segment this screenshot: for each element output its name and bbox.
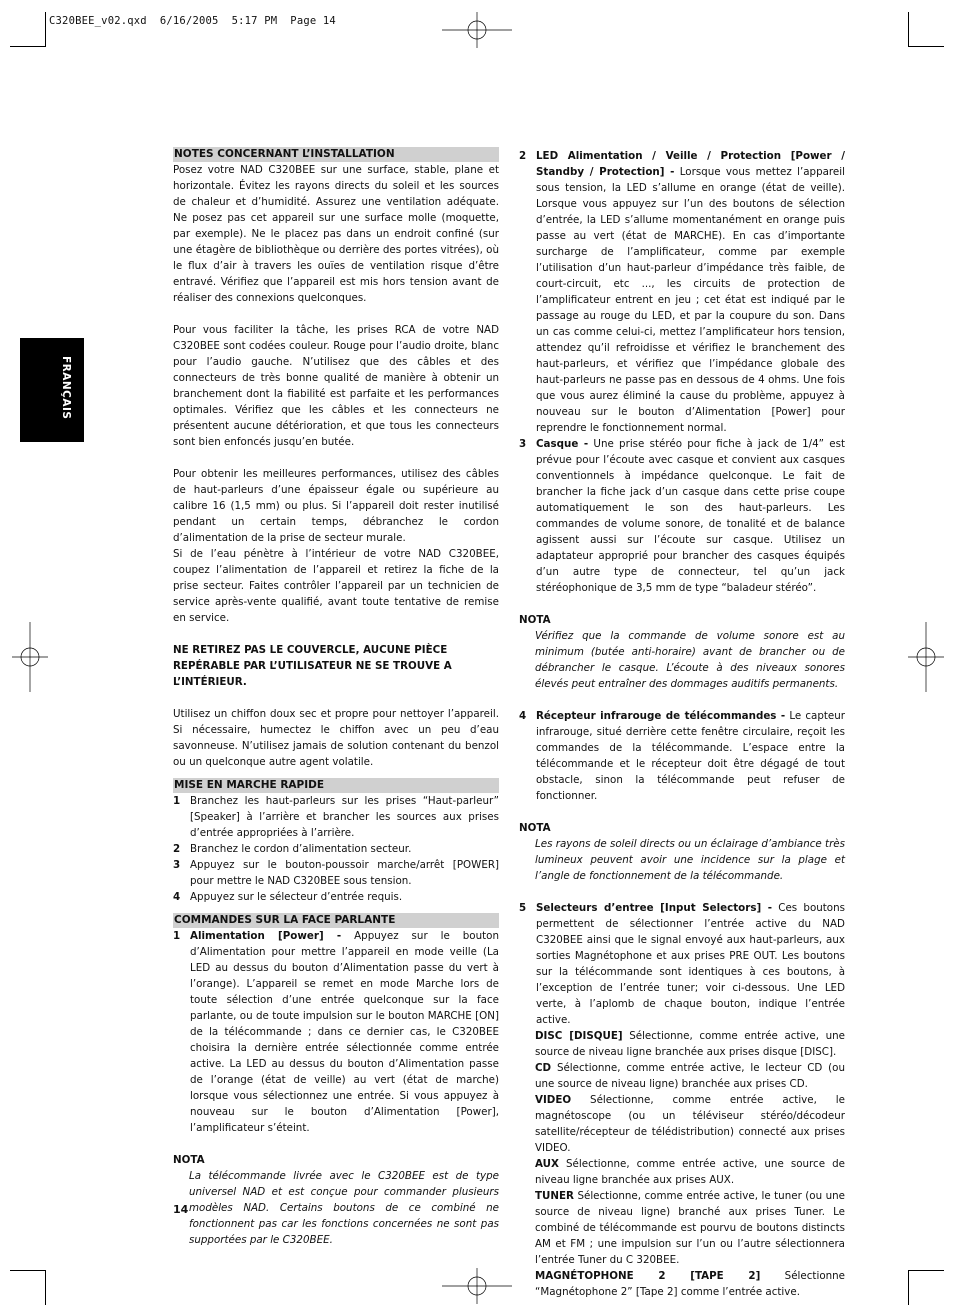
language-tab-label: FRANÇAIS — [60, 356, 72, 420]
crop-mark — [908, 12, 909, 47]
note-text: Vérifiez que la commande de volume sonore est au minimum (butée anti-horaire) avant de brancher ou de débrancher le casque. L’écoute à des niveaux sonores élevés peut entraîner des dommages auditifs permanents. — [535, 630, 845, 690]
right-column — [519, 148, 845, 1300]
section-heading-installation: NOTES CONCERNANT L’INSTALLATION — [173, 147, 499, 162]
section-heading-front-panel: COMMANDES SUR LA FACE PARLANTE — [173, 913, 499, 928]
language-tab — [20, 338, 84, 442]
list-item: 4 Appuyez sur le sélecteur d’entrée requis. — [173, 891, 403, 903]
list-item: 3 Casque - Une prise stéréo pour fiche à jack de 1/4” est prévue pour l’écoute avec casque et convient aux casques conventionnels à impédance quelconque. Le fait de brancher la fiche jack d’un casque dans cette prise coupe automatiquement le son des haut-parleurs. Les commandes de volume sonore, de tonalité et de balance agissent aussi sur l’écoute sur casque. Utilisez un adaptateur approprié pour brancher des casques équipés d’un autre type de connecteur, tel qu’un jack stéréophonique de 3,5 mm de type “baladeur stéréo”. — [519, 438, 845, 594]
selector-item: TUNER Sélectionne, comme entrée active, le tuner (ou une source de niveau ligne) branché aux prises Tuner. Le combiné de télécommande est pourvu de boutons distincts AM et FM ; une impulsion sur l’un ou l’autre sélectionnera l’entrée Tuner du C 320BEE. — [535, 1190, 845, 1266]
warning-text: NE RETIREZ PAS LE COUVERCLE, AUCUNE PIÈCE REPÉRABLE PAR L’UTILISATEUR NE SE TROUVE A L’INTÉRIEUR. — [173, 644, 452, 688]
file-slug: C320BEE_v02.qxd 6/16/2005 5:17 PM Page 14 — [49, 15, 336, 27]
list-item: 2 LED Alimentation / Veille / Protection [Power / Standby / Protection] - Lorsque vous mettez l’appareil sous tension, la LED s’allume en orange (état de veille). Lorsque vous appuyez sur l’un des boutons de sélection d’entrée, la LED s’allume momentanément en orange puis passe au vert (état de MARCHE). En cas d’importante surcharge de l’amplificateur, comme par exemple l’utilisation d’un haut-parleur d’impédance très faible, de court-circuit, etc ..., les circuits de protection de l’amplificateur entrent en jeu ; cet état est indiqué par le passage au rouge du LED, et par la coupure du son. Dans un cas comme celui-ci, mettez l’amplificateur hors tension, attendez qu’il refroidisse et vérifiez le branchement des haut-parleurs, et vérifiez que l’impédance globale des haut-parleurs ne passe pas en dessous de 4 ohms. Une fois que vous aurez éliminé la cause du problème, appuyez à nouveau sur le bouton d’Alimentation [Power] pour reprendre le fonctionnement normal. — [519, 150, 845, 434]
page-number: 14 — [173, 1203, 189, 1216]
registration-mark-icon — [908, 622, 944, 692]
list-item: 1 Branchez les haut-parleurs sur les prises “Haut-parleur” [Speaker] à l’arrière et brancher les sources aux prises d’entrée appropriées à l’arrière. — [173, 795, 499, 839]
note-heading: NOTA — [519, 822, 551, 834]
paragraph: Si de l’eau pénètre à l’intérieur de votre NAD C320BEE, coupez l’alimentation de l’appareil et retirez la fiche de la prise secteur. Faites contrôler l’appareil par un technicien de service après-vente qualifié, avant toute tentative de remise en service. — [173, 548, 499, 624]
crop-mark — [10, 1270, 46, 1271]
selector-item: DISC [DISQUE] Sélectionne, comme entrée active, une source de niveau ligne branchée aux prises disque [DISC]. — [535, 1030, 846, 1058]
paragraph: Posez votre NAD C320BEE sur une surface, stable, plane et horizontale. Évitez les rayons directs du soleil et les sources de chaleur et d’humidité. Assurez une ventilation adéquate. Ne posez pas cet appareil sur une surface molle (moquette, par exemple). Ne le placez pas dans un endroit confiné (sur une étagère de bibliothèque ou derrière des portes vitrées), où le flux d’air à travers les ouïes de ventilation risque d’être entravé. Vérifiez que l’appareil est mis hors tension avant de réaliser des connexions quelconques. — [173, 164, 499, 304]
note-text: La télécommande livrée avec le C320BEE est de type universel NAD et est conçue pour commander plusieurs modèles NAD. Certains boutons de ce combiné ne fonctionnent pas car les fonctions concernées ne sont pas supportées par le C320BEE. — [189, 1170, 499, 1246]
note-heading: NOTA — [519, 614, 551, 626]
paragraph: Pour vous faciliter la tâche, les prises RCA de votre NAD C320BEE sont codées couleur. Rouge pour l’audio droite, blanc pour l’audio gauche. N’utilisez que des câbles et des connecteurs de très bonne qualité de manière à obtenir un branchement dont la fiabilité est parfaite et les performances optimales. Vérifiez que les câbles et les connecteurs ne présentent aucune détérioration, et que tous les connecteurs sont bien enfoncés jusqu’en butée. — [173, 324, 499, 448]
list-item: 2 Branchez le cordon d’alimentation secteur. — [173, 843, 412, 855]
left-column — [173, 147, 499, 1248]
crop-mark — [45, 12, 46, 47]
registration-mark-icon — [12, 622, 48, 692]
list-item: 1 Alimentation [Power] - Appuyez sur le bouton d’Alimentation pour mettre l’appareil en mode veille (La LED au dessus du bouton d’Alimentation passe du vert à l’orange). L’appareil se remet en mode Marche lors de toute sélection d’une entrée quelconque sur la face parlante, ou de toute impulsion sur le bouton MARCHE [ON] de la télécommande ; dans ce dernier cas, le C320BEE choisira la dernière entrée sélectionnée comme entrée active. La LED au dessus du bouton d’Alimentation passe de l’orange (état de veille) au vert (état de marche) lorsque vous sélectionnez une entrée. Si vous appuyez à nouveau sur le bouton d’Alimentation [Power], l’amplificateur s’éteint. — [173, 930, 499, 1134]
list-item: 4 Récepteur infrarouge de télécommandes - Le capteur infrarouge, situé derrière cette fenêtre circulaire, reçoit les commandes de la télécommande. L’espace entre la télécommande et le récepteur doit être dégagé de tout obstacle, sinon la télécommande peut refuser de fonctionner. — [519, 710, 845, 802]
note-text: Les rayons de soleil directs ou un éclairage d’ambiance très lumineux peuvent avoir une incidence sur la plage et l’angle de fonctionnement de la télécommande. — [535, 838, 845, 882]
crop-mark — [908, 46, 944, 47]
selector-item: CD Sélectionne, comme entrée active, le lecteur CD (ou une source de niveau ligne) branchée aux prises CD. — [535, 1062, 845, 1090]
selector-item: MAGNÉTOPHONE 2 [TAPE 2] Sélectionne “Magnétophone 2” [Tape 2] comme l’entrée active. — [535, 1270, 846, 1298]
section-heading-quick-start: MISE EN MARCHE RAPIDE — [173, 778, 499, 793]
list-item: 3 Appuyez sur le bouton-poussoir marche/arrêt [POWER] pour mettre le NAD C320BEE sous tension. — [173, 859, 499, 887]
selector-item: AUX Sélectionne, comme entrée active, une source de niveau ligne branchée aux prises AUX. — [535, 1158, 845, 1186]
paragraph: Pour obtenir les meilleures performances, utilisez des câbles de haut-parleurs d’une épaisseur égale ou supérieure au calibre 16 (1,5 mm) ou plus. Si l’appareil doit rester inutilisé pendant un certain temps, débranchez le cordon d’alimentation de la prise de secteur murale. — [173, 468, 499, 544]
list-item: 5 Selecteurs d’entree [Input Selectors] - Ces boutons permettent de sélectionner l’entrée active du NAD C320BEE ainsi que le signal envoyé aux haut-parleurs, aux sorties Magnétophone et aux prises PRE OUT. Les boutons sur la télécommande sont identiques à ces boutons, à l’exception de l’entrée tuner; voir ci-dessous. Une LED verte, à l’aplomb de chaque bouton, indique l’entrée active. — [519, 902, 845, 1026]
registration-mark-icon — [442, 1268, 512, 1304]
crop-mark — [10, 46, 46, 47]
note-heading: NOTA — [173, 1154, 205, 1166]
registration-mark-icon — [442, 12, 512, 48]
paragraph: Utilisez un chiffon doux sec et propre pour nettoyer l’appareil. Si nécessaire, humectez le chiffon avec un peu d’eau savonneuse. N’utilisez jamais de solution contenant du benzol ou un quelconque autre agent volatile. — [173, 708, 499, 768]
crop-mark — [45, 1270, 46, 1305]
crop-mark — [908, 1270, 909, 1305]
crop-mark — [908, 1270, 944, 1271]
selector-item: VIDEO Sélectionne, comme entrée active, le magnétoscope (ou un téléviseur stéréo/décodeur satellite/récepteur de télédistribution) connecté aux prises VIDEO. — [535, 1094, 845, 1154]
